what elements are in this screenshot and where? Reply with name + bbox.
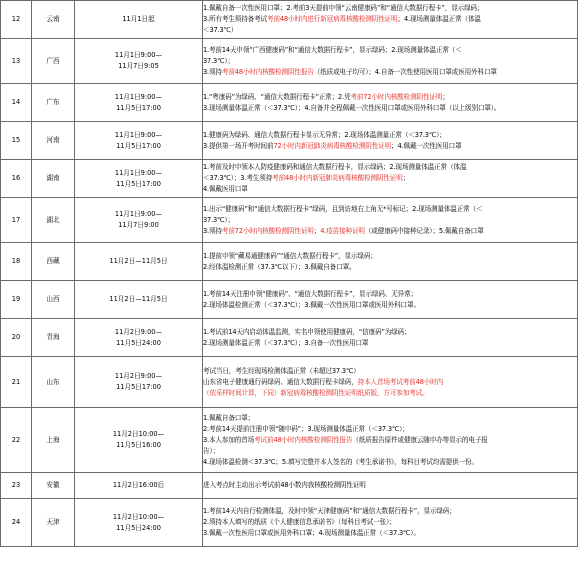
requirement-segment: 2.考前14天提前注册申领“随申码”；: [203, 424, 308, 433]
requirement-segment: 2.现场体温检测正常（＜37.3℃）；: [203, 300, 305, 309]
requirement-segment: 37.3℃）；: [203, 215, 234, 224]
requirements-text: [203, 1, 578, 39]
requirements-text: [203, 357, 578, 408]
requirement-line: [203, 388, 577, 399]
requirement-line: [203, 338, 577, 349]
row-number: 19: [1, 281, 32, 319]
requirement-segment: 3.须持: [203, 226, 222, 235]
requirement-segment: 1.健康码为绿码、通信大数据行程卡显示无异常；: [203, 130, 345, 139]
requirement-segment: ；: [402, 174, 410, 182]
requirement-segment: 3.提供第一场开考时间前: [203, 141, 274, 150]
requirement-segment: 3.本人参加的首场: [203, 435, 255, 444]
table-row: [1, 39, 578, 84]
highlighted-requirement: 4.疫苗接种证明: [320, 226, 365, 235]
requirement-segment: 2.须持本人填写的纸质《个人健康信息承诺书》（每科目考试一张）；: [203, 518, 396, 526]
time-line: 11月1日9:00—: [114, 130, 163, 139]
highlighted-requirement: 考试前48小时内核酸检测阴性报告: [254, 435, 353, 444]
requirement-line: [203, 506, 577, 517]
registration-time: [75, 1, 203, 39]
registration-time: [75, 243, 203, 281]
registration-time: [75, 499, 203, 547]
requirement-segment: 考试当日，考生经现场检测体温正常（未超过37.3℃）: [203, 366, 360, 375]
time-line: 11月5日17:00: [116, 383, 161, 391]
requirement-line: [203, 300, 577, 311]
registration-time: [75, 84, 203, 122]
registration-time: [75, 198, 203, 243]
requirements-text: [203, 281, 578, 319]
table-row: [1, 281, 578, 319]
requirement-segment: 1.考前14天内自行检测体温，及时申领“天津健康码”和“通信大数据行程卡”，显示绿码；: [203, 507, 456, 515]
requirement-segment: 3.佩戴一次性医用口罩或医用外科口罩；: [203, 529, 319, 537]
province-name: 青海: [32, 319, 75, 357]
highlighted-requirement: 72小时内新冠肺炎病毒核酸检测阴性证明: [273, 141, 392, 150]
requirement-line: [203, 204, 577, 215]
requirement-segment: 1.佩戴自备一次性医用口罩；: [203, 4, 287, 12]
requirements-text: [203, 319, 578, 357]
requirement-segment: ；: [442, 92, 449, 101]
requirement-line: [203, 413, 577, 424]
requirement-line: [203, 92, 577, 103]
registration-time: [75, 408, 203, 473]
requirement-segment: 37.3℃）；: [203, 56, 234, 65]
requirements-text: [203, 84, 578, 122]
requirement-segment: 3.考生须持: [240, 174, 273, 182]
row-number: 18: [1, 243, 32, 281]
requirements-text: [203, 408, 578, 473]
row-number: 16: [1, 160, 32, 198]
province-name: 河南: [32, 122, 75, 160]
requirement-segment: 2.凭: [338, 92, 351, 101]
requirements-text: [203, 473, 578, 499]
table-row: [1, 408, 578, 473]
row-number: 22: [1, 408, 32, 473]
requirement-segment: （纸质或电子均可）；4.自备一次性使用医用口罩或医用外科口罩: [313, 67, 497, 76]
requirement-line: [203, 528, 577, 539]
requirement-line: [203, 67, 577, 78]
requirement-segment: 4.现场测量体温正常（＜37.3℃）。: [318, 529, 420, 537]
row-number: 21: [1, 357, 32, 408]
requirement-segment: 3.佩戴自备口罩。: [304, 262, 356, 271]
requirement-segment: 2.现场测量体温正常（＜: [412, 204, 483, 213]
requirement-segment: 3.佩戴一次性医用口罩或医用外科口罩。: [304, 300, 420, 309]
requirement-line: [203, 435, 577, 446]
time-line: 11月1日9:00—: [114, 210, 163, 218]
requirements-text: [203, 243, 578, 281]
requirement-segment: 1.“粤康码”为绿码、“通信大数据行程卡”正常；: [203, 92, 339, 101]
requirement-segment: 1.提前申领“藏易通健康码”“通信大数据行程卡”，显示绿码；: [203, 251, 377, 260]
requirement-line: [203, 162, 577, 173]
requirement-segment: （或健康码中接种记录）；5.佩戴自备口罩: [364, 226, 484, 235]
requirement-line: [203, 25, 577, 36]
requirement-line: [203, 226, 577, 237]
requirement-segment: ；: [313, 226, 321, 235]
requirement-segment: 4.佩戴医用口罩: [203, 185, 248, 193]
registration-time: [75, 473, 203, 499]
requirement-segment: ＜37.3℃）: [203, 26, 238, 34]
requirement-segment: 2.现场测量体温正常（体温: [389, 163, 467, 171]
requirement-line: [203, 3, 577, 14]
registration-time: [75, 122, 203, 160]
requirement-line: [203, 103, 577, 114]
province-name: 湖南: [32, 160, 75, 198]
time-line: 11月1日9:00—: [114, 92, 163, 101]
requirement-segment: 2.现场体温测量正常（＜37.3℃）；: [344, 130, 446, 139]
requirement-segment: 告）；: [203, 446, 220, 455]
table-row: [1, 1, 578, 39]
requirement-segment: 5.填写完整并本人签名的《考生承诺书》，每科目考试均需提供一份。: [281, 457, 478, 466]
province-name: 安徽: [32, 473, 75, 499]
requirements-text: [203, 198, 578, 243]
requirement-segment: 1.考前14天注册申领“健康码”、“通信大数据行程卡”，显示绿码、无异常；: [203, 289, 418, 298]
time-line: 11月5日17:00: [116, 179, 161, 188]
requirement-line: [203, 377, 577, 388]
row-number: 20: [1, 319, 32, 357]
requirement-segment: 4.自备并全程佩戴一次性医用口罩或医用外科口罩（以上级别口罩）。: [304, 103, 501, 112]
requirement-line: [203, 289, 577, 300]
requirement-line: [203, 14, 577, 25]
table-row: [1, 499, 578, 547]
requirement-segment: 1.考前及时申领本人防疫健康码和通信大数据行程卡，显示绿码；: [203, 163, 390, 171]
row-number: 12: [1, 1, 32, 39]
time-line: 11月7日9:05: [118, 62, 159, 70]
time-line: 11月5日17:00: [116, 141, 161, 150]
table-row: [1, 319, 578, 357]
row-number: 24: [1, 499, 32, 547]
requirements-text: [203, 122, 578, 160]
province-name: 广西: [32, 39, 75, 84]
requirement-line: [203, 262, 577, 273]
row-number: 17: [1, 198, 32, 243]
registration-time: [75, 319, 203, 357]
province-name: 云南: [32, 1, 75, 39]
province-name: 山西: [32, 281, 75, 319]
requirements-text: [203, 499, 578, 547]
requirement-line: [203, 251, 577, 262]
time-line: 11月1日起: [122, 15, 155, 23]
province-name: 上海: [32, 408, 75, 473]
requirement-line: [203, 173, 577, 184]
highlighted-requirement: 持本人首场考试考前48小时内: [357, 377, 444, 386]
registration-time: [75, 160, 203, 198]
requirement-line: [203, 56, 577, 67]
requirement-line: [203, 480, 577, 491]
province-name: 天津: [32, 499, 75, 547]
row-number: 15: [1, 122, 32, 160]
requirement-line: [203, 446, 577, 457]
time-line: 11月7日9:00: [118, 221, 159, 229]
requirement-segment: 3.自备一次性医用口罩: [304, 338, 369, 347]
requirement-segment: 2.经体温检测正常（37.3℃以下）；: [203, 262, 305, 271]
province-name: 湖北: [32, 198, 75, 243]
requirement-segment: 1.出示“健康码”和“通信大数据行程卡”绿码，且到访地右上角无*号标记；: [203, 204, 413, 213]
time-line: 11月2日9:00—: [114, 372, 163, 380]
requirement-segment: 进入考点时主动出示考试前48小数内我核酸检测阴性证明: [203, 481, 366, 489]
table-row: [1, 84, 578, 122]
registration-time: [75, 39, 203, 84]
requirement-segment: 3.须持: [203, 67, 222, 76]
requirements-text: [203, 160, 578, 198]
province-name: 山东: [32, 357, 75, 408]
time-line: 11月5日24:00: [116, 523, 161, 532]
row-number: 13: [1, 39, 32, 84]
requirement-line: [203, 184, 577, 195]
highlighted-requirement: 考前72小时内核酸检测阴性证明: [221, 226, 314, 235]
time-line: 11月2日10:00—: [112, 430, 165, 438]
requirement-segment: 1.佩戴自备口罩；: [203, 413, 255, 422]
requirement-line: [203, 130, 577, 141]
requirement-segment: ；4.现场测量体温正常（体温: [397, 15, 481, 23]
table-body: [1, 1, 578, 547]
requirement-segment: 3.现场测量体温正常（＜37.3℃）；: [307, 424, 409, 433]
requirement-segment: 2.考前3天提前申领“云南健康码”和“通信大数据行程卡”，显示绿码；: [286, 4, 484, 12]
time-line: 11月2日10:00—: [112, 512, 165, 521]
requirement-line: [203, 517, 577, 528]
requirement-segment: 2.现场测量体温正常（＜37.3℃）；: [203, 338, 305, 347]
table-row: [1, 122, 578, 160]
requirement-segment: 1.考试前14天内启动体温监测，实名申领使用健康码，“信康码”为绿码；: [203, 327, 411, 336]
requirement-line: [203, 457, 577, 468]
time-line: 11月2日—11月5日: [109, 257, 168, 265]
requirement-line: [203, 45, 577, 56]
table-row: [1, 198, 578, 243]
requirement-segment: 2.现场测量体温正常（＜: [391, 45, 462, 54]
table-row: [1, 473, 578, 499]
time-line: 11月2日—11月5日: [109, 295, 168, 303]
table-row: [1, 357, 578, 408]
requirement-line: [203, 424, 577, 435]
requirement-line: [203, 327, 577, 338]
time-line: 11月5日16:00: [116, 441, 161, 449]
requirements-text: [203, 39, 578, 84]
highlighted-requirement: 考前72小时内核酸检测阴性证明: [350, 92, 443, 101]
requirement-segment: ；4.佩戴一次性医用口罩: [391, 141, 462, 150]
time-line: 11月1日9:00—: [114, 168, 163, 177]
registration-time: [75, 281, 203, 319]
row-number: 23: [1, 473, 32, 499]
highlighted-requirement: 考前48小时内新冠肺炎病毒核酸检测阴性证明: [272, 174, 403, 182]
requirement-line: [203, 366, 577, 377]
highlighted-requirement: 考前48小时内进行新冠病毒核酸检测阴性证明: [267, 15, 398, 23]
time-line: 11月5日24:00: [116, 338, 161, 347]
highlighted-requirement: （依采样时间计算，下同）新冠病毒核酸检测阴性证明纸质版，方可参加考试。: [203, 388, 429, 397]
table-row: [1, 243, 578, 281]
requirement-segment: （纸质报告原件或健康云随申办等显示的电子报: [352, 435, 488, 444]
requirement-line: [203, 215, 577, 226]
province-name: 广东: [32, 84, 75, 122]
registration-time: [75, 357, 203, 408]
requirement-segment: 3.现场测量体温正常（＜37.3℃）；: [203, 103, 305, 112]
requirement-segment: 3.所有考生须持备考试: [203, 15, 267, 23]
row-number: 14: [1, 84, 32, 122]
requirement-line: [203, 141, 577, 152]
time-line: 11月5日17:00: [116, 103, 161, 112]
time-line: 11月1日9:00—: [114, 51, 163, 59]
table-row: [1, 160, 578, 198]
time-line: 11月2日9:00—: [114, 327, 163, 336]
time-line: 11月2日16:00后: [112, 481, 165, 489]
province-name: 西藏: [32, 243, 75, 281]
highlighted-requirement: 考前48小时内核酸检测阴性报告: [221, 67, 314, 76]
requirement-segment: 山东省电子健康通行码绿码、通信大数据行程卡绿码，: [203, 377, 358, 386]
requirement-segment: 1.考前14天申领“广西健康码”和“通信大数据行程卡”，显示绿码；: [203, 45, 392, 54]
requirement-segment: 4.现场体温检测＜37.3℃；: [203, 457, 282, 466]
requirement-segment: ＜37.3℃）；: [203, 174, 241, 182]
